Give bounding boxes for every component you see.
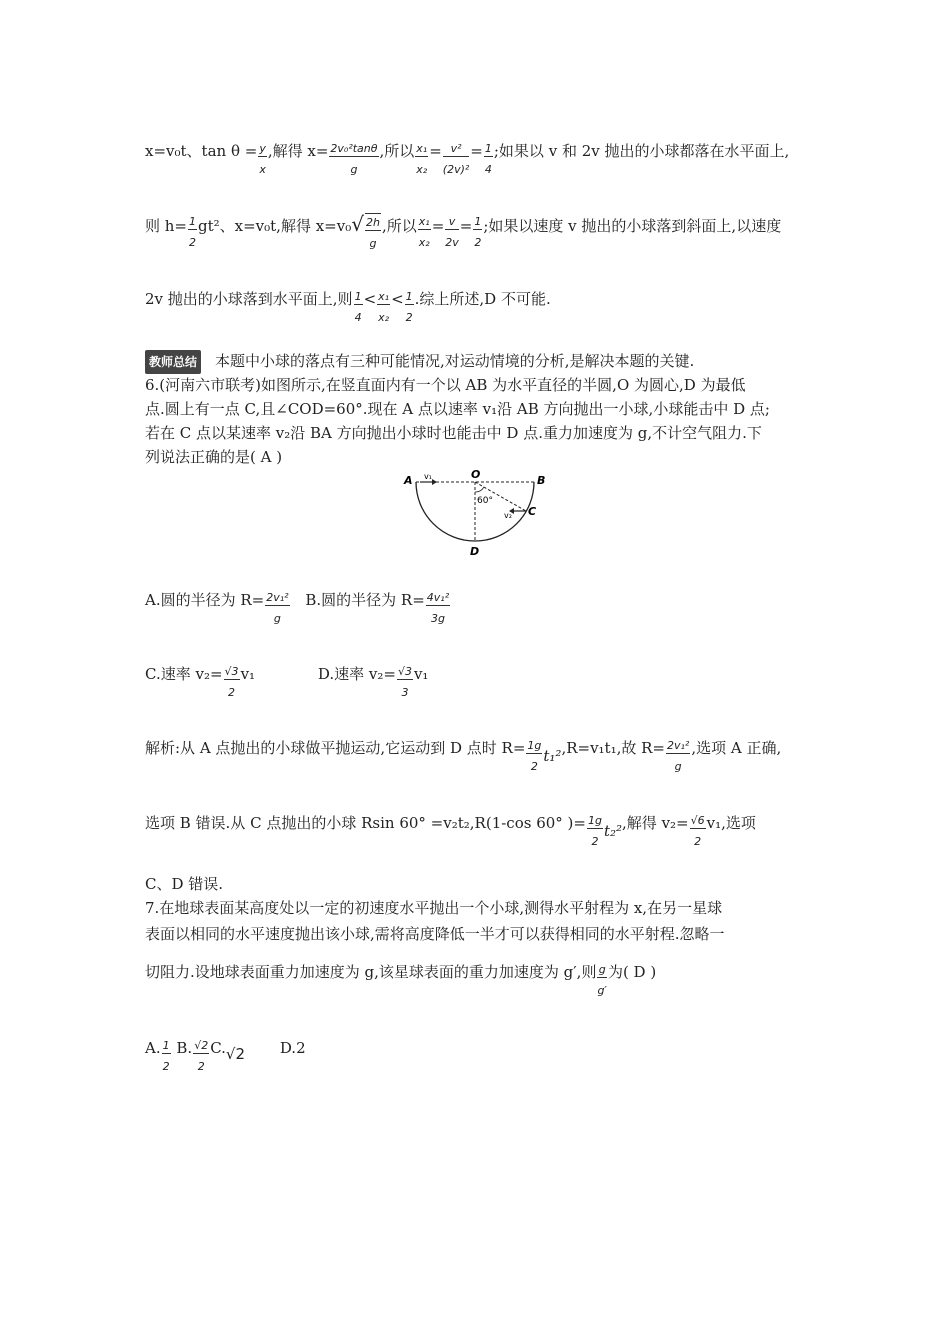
fraction: $\frac{1}{2}$	[189, 215, 196, 249]
option-d: D.速率 v₂= $\frac{√3}{3}$ v₁	[317, 665, 429, 699]
fraction: $\frac{√3}{2}$	[224, 665, 239, 699]
options-cd	[145, 663, 428, 700]
label-angle: 60°	[477, 496, 493, 506]
label-O: O	[471, 470, 481, 481]
question-7-line-2: 表面以相同的水平速度抛出该小球,需将高度降低一半才可以获得相同的水平射程.忽略一	[145, 925, 725, 943]
fraction: $\frac{\text{2v₁²}}{g}$	[266, 591, 289, 625]
semicircle-diagram	[400, 470, 550, 560]
fraction: $\frac{1}{2}$	[474, 215, 482, 249]
label-B: B	[537, 474, 546, 487]
solution-line-3: 2v 抛出的小球落到水平面上,则 $\frac{1}{4}$ < $\frac{\text{x₁}}{\text{x₂}}$ < $\frac{1}{2}$ .综上所述,D 不可能.	[145, 290, 551, 324]
teacher-summary: 教师总结 本题中小球的落点有三种可能情况,对运动情境的分析,是解决本题的关键.	[145, 350, 694, 374]
q7-option-c: C.√2	[210, 1039, 246, 1063]
option-b: B.圆的半径为 R= $\frac{\text{4v₁²}}{3g}$	[305, 591, 450, 625]
options-ab	[145, 589, 451, 626]
fraction: $\frac{√3}{3}$	[397, 665, 412, 699]
q7-option-b: B. $\frac{√2}{2}$	[176, 1039, 209, 1073]
fraction: $\frac{v}{2v}$	[445, 215, 459, 249]
fraction: $\frac{g}{g'}$	[597, 963, 607, 997]
fraction: $\frac{1}{4}$	[354, 290, 362, 324]
question-7-line-3: 切阻力.设地球表面重力加速度为 g,该星球表面的重力加速度为 g′,则 $\frac{g}{g'}$ 为( D )	[145, 963, 657, 997]
fraction: $\frac{√2}{2}$	[194, 1039, 209, 1073]
fraction: $\frac{1}{4}$	[484, 142, 492, 176]
question-7-options	[145, 1037, 306, 1074]
fraction: $\frac{\text{x₁}}{\text{x₂}}$	[378, 290, 390, 324]
fraction: $\frac{1g}{2}$	[527, 739, 542, 773]
fraction: $\frac{2h}{g}$	[365, 213, 381, 251]
label-A: A	[404, 474, 413, 487]
angle-arc	[475, 487, 484, 492]
fraction: $\frac{1}{2}$	[405, 290, 413, 324]
fraction: $\frac{\text{v²}}{\text{(2v)²}}$	[442, 142, 470, 176]
option-c: C.速率 v₂= $\frac{√3}{2}$ v₁	[145, 665, 256, 699]
label-v2: v₂	[504, 511, 512, 520]
solution-line-1: x=v₀t、tan θ = $\frac{y}{x}$ ,解得 x= $\frac{\text{2v₀²tanθ}}{g}$ ,所以 $\frac{\text{x₁}}{\text{x₂}}$ = $\frac{\text{v²}}{\text{(2v)²}}$ = $\frac{1}{4}$ ;如果以 v 和 2v 抛出的小球都落在水平面上,	[145, 142, 790, 176]
fraction: $\frac{\text{2v₀²tanθ}}{g}$	[330, 142, 378, 176]
sqrt-sign: √	[351, 212, 364, 236]
fraction: $\frac{√6}{2}$	[690, 814, 705, 848]
question-6-line-3: 若在 C 点以某速率 v₂沿 BA 方向抛出小球时也能击中 D 点.重力加速度为 g,不计空气阻力.下	[145, 424, 762, 442]
t1-squared: t₁²	[543, 747, 562, 765]
question-6-line-4: 列说法正确的是( A )	[145, 448, 283, 466]
fraction: $\frac{1}{2}$	[162, 1039, 170, 1073]
fraction: $\frac{\text{x₁}}{\text{x₂}}$	[418, 215, 430, 249]
fraction: $\frac{y}{x}$	[259, 142, 266, 176]
analysis-line-2: 选项 B 错误.从 C 点抛出的小球 Rsin 60° =v₂t₂,R(1-cos 60° )= $\frac{1g}{2}$ t₂²,解得 v₂= $\frac{√6}{2}$ v₁,选项	[145, 814, 756, 848]
t2-squared: t₂²	[603, 822, 623, 840]
v1-arrowhead	[432, 479, 437, 485]
label-D: D	[470, 545, 480, 558]
question-7-line-1: 7.在地球表面某高度处以一定的初速度水平抛出一个小球,测得水平射程为 x,在另一星球	[145, 899, 723, 917]
option-a: A.圆的半径为 R= $\frac{\text{2v₁²}}{g}$	[145, 591, 289, 625]
fraction: $\frac{\text{4v₁²}}{3g}$	[426, 591, 450, 625]
q7-option-d: D.2	[279, 1039, 306, 1057]
question-6-line-2: 点.圆上有一点 C,且∠COD=60°.现在 A 点以速率 v₁沿 AB 方向抛出一小球,小球能击中 D 点;	[145, 400, 770, 418]
fraction: $\frac{\text{x₁}}{\text{x₂}}$	[416, 142, 428, 176]
fraction: $\frac{1g}{2}$	[587, 814, 602, 848]
label-v1: v₁	[424, 472, 432, 481]
fraction: $\frac{\text{2v₁²}}{g}$	[667, 739, 690, 773]
q7-option-a: A. $\frac{1}{2}$	[145, 1039, 170, 1073]
question-6-line-1: 6.(河南六市联考)如图所示,在竖直面内有一个以 AB 为水平直径的半圆,O 为圆心,D 为最低	[145, 376, 746, 394]
solution-line-2: 则 h= $\frac{1}{2}$ gt²、x=v₀t,解得 x=v₀√ $\frac{2h}{g}$ ,所以 $\frac{\text{x₁}}{\text{x₂}}$ = $\frac{v}{2v}$ = $\frac{1}{2}$ ;如果以速度 v 抛出的小球落到斜面上,以速度	[145, 212, 782, 250]
analysis-line-3: C、D 错误.	[145, 875, 224, 893]
analysis-line-1: 解析:从 A 点抛出的小球做平抛运动,它运动到 D 点时 R= $\frac{1g}{2}$ t₁²,R=v₁t₁,故 R= $\frac{\text{2v₁²}}{g}$ ,选项 A 正确,	[145, 739, 782, 773]
label-C: C	[528, 505, 537, 518]
summary-badge: 教师总结	[145, 350, 201, 374]
